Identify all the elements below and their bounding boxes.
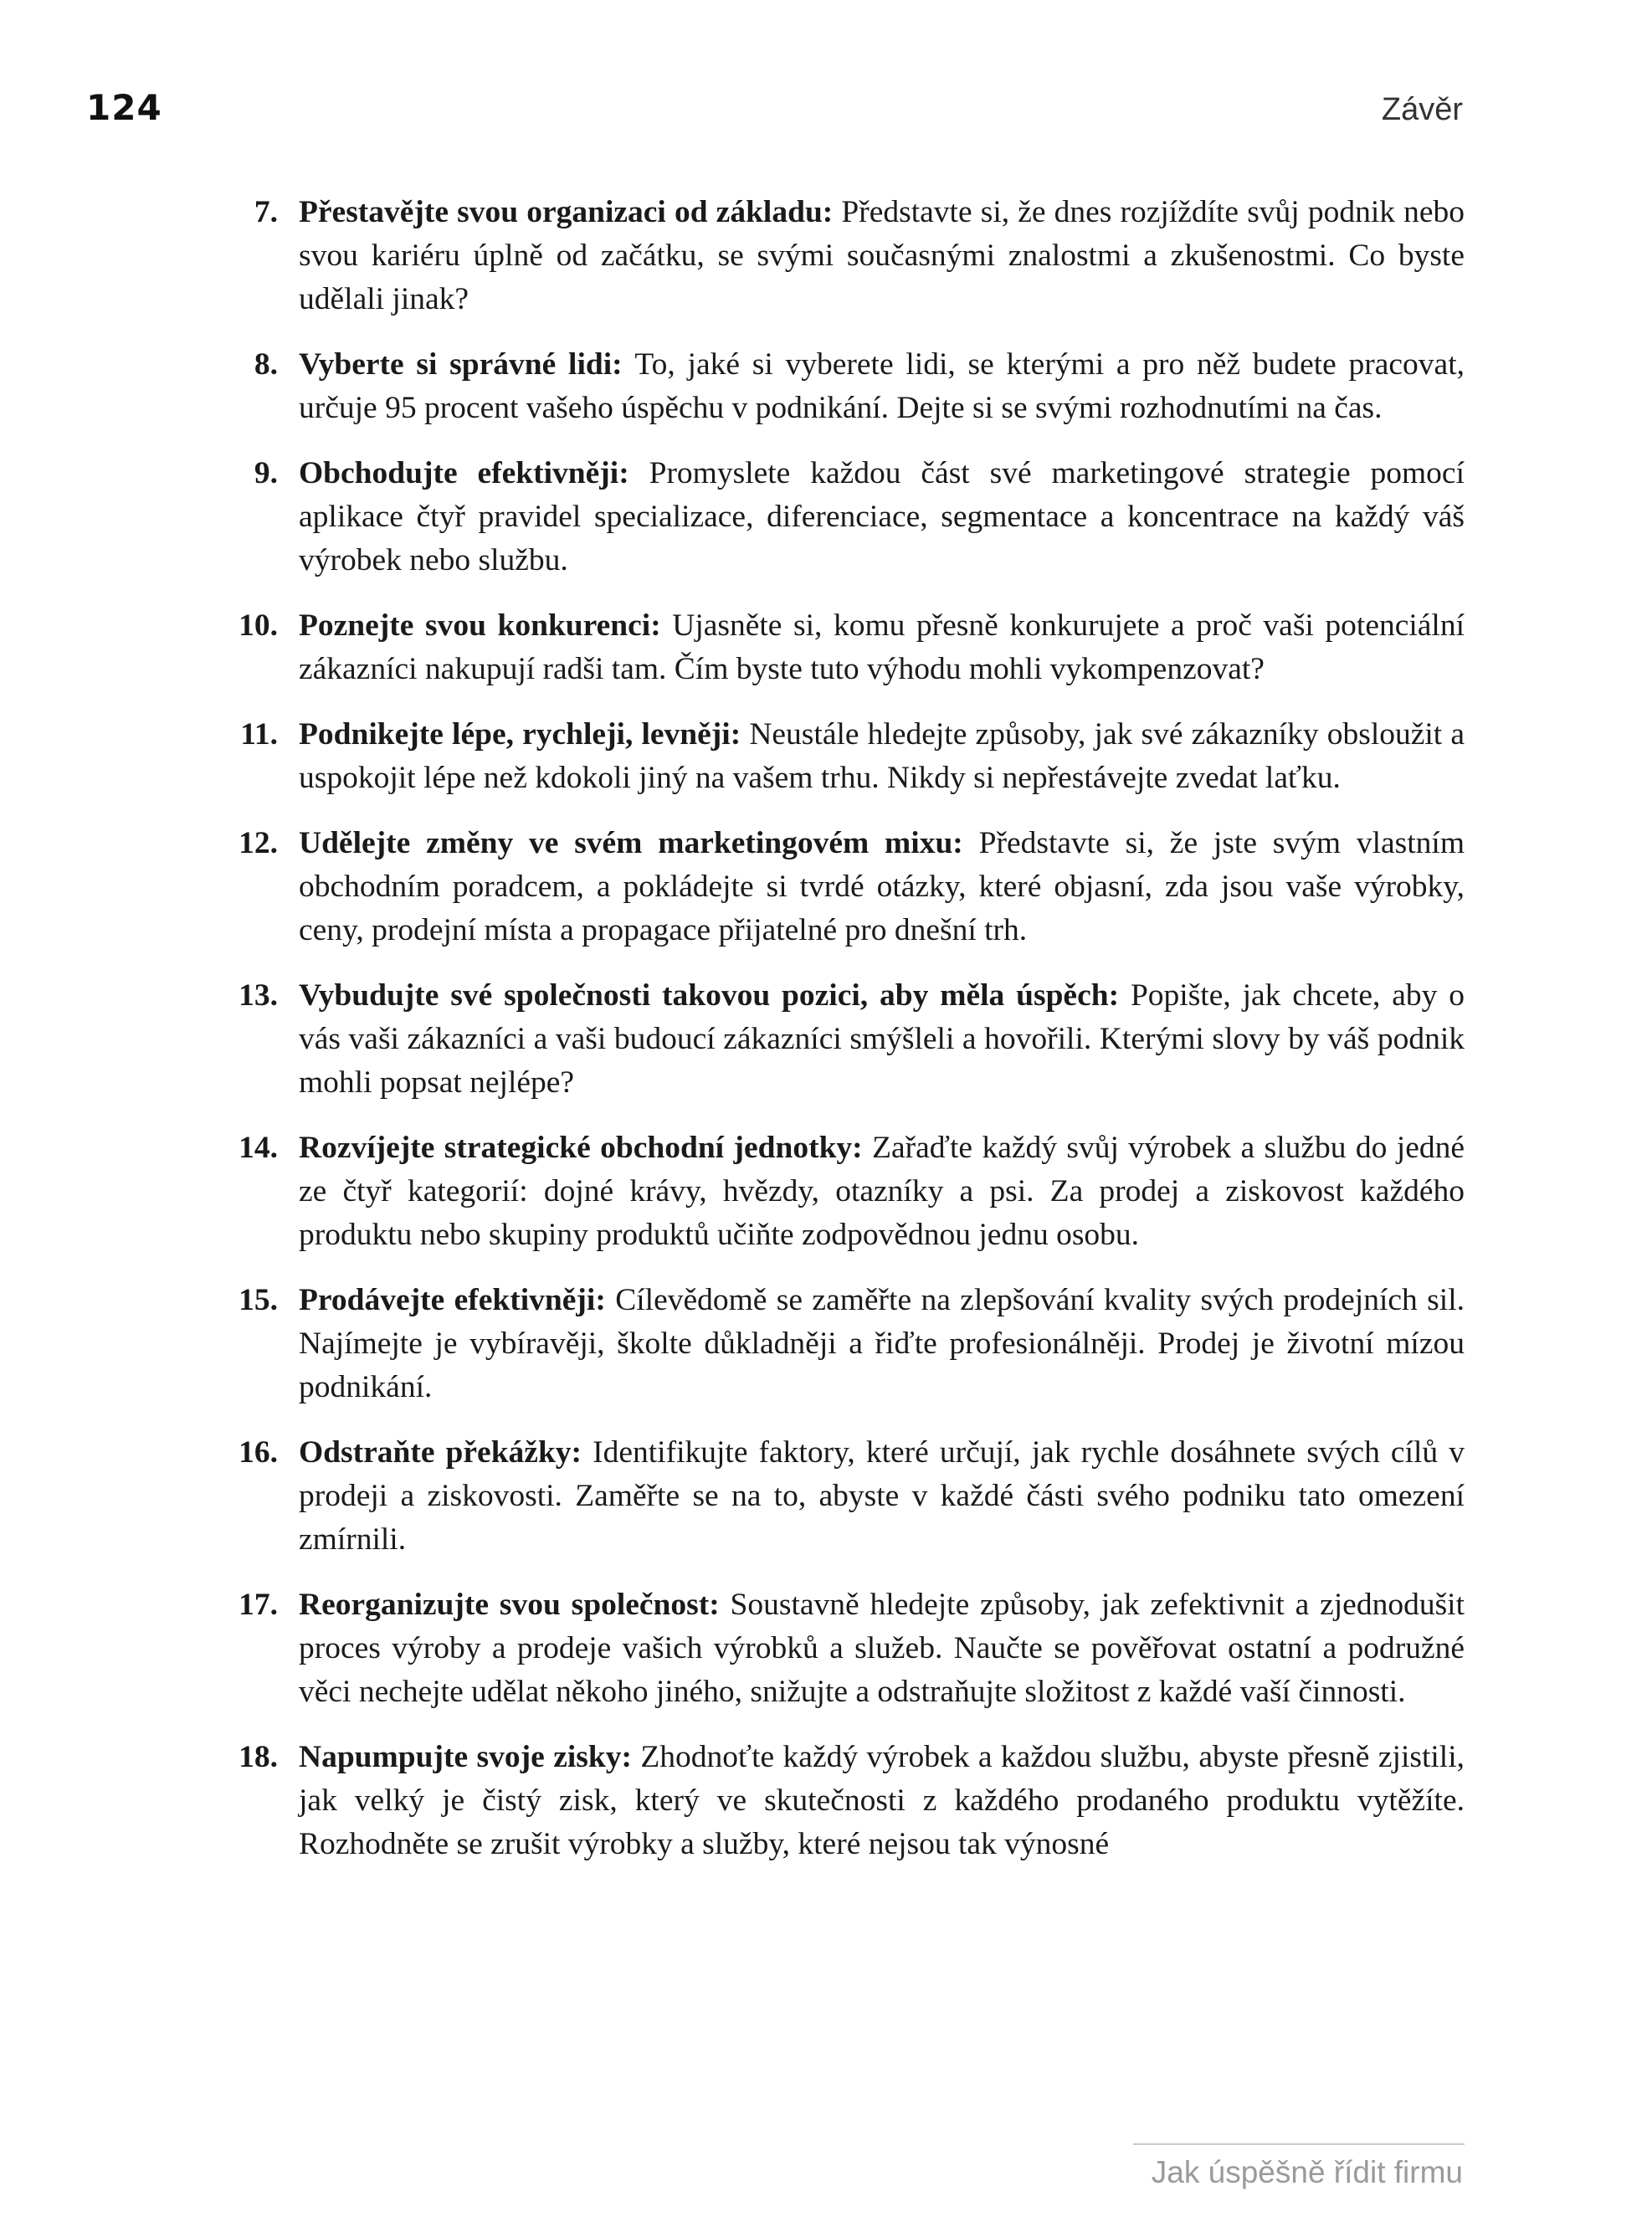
item-title: Odstraňte překážky:: [299, 1435, 593, 1470]
item-text: To, jaké si vyberete lidi, se kterými a pro něž budete pracovat, určuje 95 procent vašeho úspěchu v podnikání. Dejte si se svými rozhodnutími na čas.: [299, 347, 1465, 425]
item-number: 12.: [239, 826, 278, 860]
item-number: 17.: [239, 1588, 278, 1622]
item-title: Vybudujte své společnosti takovou pozici, aby měla úspěch:: [299, 978, 1131, 1013]
list-item: [218, 604, 1465, 691]
item-text: Promyslete každou část své marketingové strategie pomocí aplikace čtyř pravidel specializace, diferenciace, segmentace a koncentrace na každý váš výrobek nebo službu.: [299, 456, 1465, 577]
item-number: 8.: [254, 347, 278, 382]
item-number: 15.: [239, 1283, 278, 1317]
item-text: Identifikujte faktory, které určují, jak rychle dosáhnete svých cílů v prodeji a ziskovosti. Zaměřte se na to, abyste v každé části svého podniku tato omezení zmírnili.: [299, 1435, 1465, 1557]
item-number: 7.: [254, 195, 278, 229]
running-head-chapter: Závěr: [1381, 92, 1463, 127]
item-text: Soustavně hledejte způsoby, jak zefektivnit a zjednodušit proces výroby a prodeje vašich výrobků a služeb. Naučte se pověřovat ostatní a podružné věci nechejte udělat někoho jiného, snižujte a odstraňujte složitost z každé vaší činnosti.: [299, 1588, 1465, 1709]
item-text: Zařaďte každý svůj výrobek a službu do jedné ze čtyř kategorií: dojné krávy, hvězdy, otazníky a psi. Za prodej a ziskovost každého produktu nebo skupiny produktů učiňte zodpovědnou jednu osobu.: [299, 1131, 1465, 1252]
item-text: Neustále hledejte způsoby, jak své zákazníky obsloužit a uspokojit lépe než kdokoli jiný na vašem trhu. Nikdy si nepřestávejte zvedat laťku.: [299, 717, 1465, 795]
item-number: 11.: [240, 717, 278, 752]
item-title: Přestavějte svou organizaci od základu:: [299, 195, 842, 229]
item-number: 18.: [239, 1740, 278, 1774]
item-text: Zhodnoťte každý výrobek a každou službu, abyste přesně zjistili, jak velký je čistý zisk, který ve skutečnosti z každého prodaného produktu vytěžíte. Rozhodněte se zrušit výrobky a služby, které nejsou tak výnosné: [299, 1740, 1465, 1861]
item-text: Ujasněte si, komu přesně konkurujete a proč vaši potenciální zákazníci nakupují radši tam. Čím byste tuto výhodu mohli vykompenzovat?: [299, 608, 1465, 686]
item-text: Představte si, že dnes rozjíždíte svůj podnik nebo svou kariéru úplně od začátku, se svými současnými znalostmi a zkušenostmi. Co byste udělali jinak?: [299, 195, 1465, 316]
list-item: [218, 1126, 1465, 1257]
numbered-list: [218, 191, 1465, 1888]
list-item: [218, 1583, 1465, 1714]
item-text: Popište, jak chcete, aby o vás vaši zákazníci a vaši budoucí zákazníci smýšleli a hovořili. Kterými slovy by váš podnik mohli popsat nejlépe?: [299, 978, 1465, 1100]
footer-divider: [1133, 2143, 1465, 2145]
item-text: Cílevědomě se zaměřte na zlepšování kvality svých prodejních sil. Najímejte je vybíravěji, školte důkladněji a řiďte profesionálněji. Prodej je životní mízou podnikání.: [299, 1283, 1465, 1404]
item-title: Udělejte změny ve svém marketingovém mixu:: [299, 826, 979, 860]
item-title: Napumpujte svoje zisky:: [299, 1740, 641, 1774]
item-title: Reorganizujte svou společnost:: [299, 1588, 731, 1622]
item-number: 10.: [239, 608, 278, 643]
list-item: [218, 343, 1465, 430]
item-number: 14.: [239, 1131, 278, 1165]
list-item: [218, 822, 1465, 952]
footer-book-title: Jak úspěšně řídit firmu: [1151, 2155, 1463, 2189]
item-title: Rozvíjejte strategické obchodní jednotky:: [299, 1131, 873, 1165]
item-number: 13.: [239, 978, 278, 1013]
item-number: 9.: [254, 456, 278, 490]
list-item: [218, 1736, 1465, 1866]
list-item: [218, 1431, 1465, 1562]
item-title: Podnikejte lépe, rychleji, levněji:: [299, 717, 750, 752]
page-number: 124: [86, 87, 162, 128]
list-item: [218, 452, 1465, 582]
list-item: [218, 713, 1465, 800]
item-text: Představte si, že jste svým vlastním obchodním poradcem, a pokládejte si tvrdé otázky, které objasní, zda jsou vaše výrobky, ceny, prodejní místa a propagace přijatelné pro dnešní trh.: [299, 826, 1465, 947]
item-title: Prodávejte efektivněji:: [299, 1283, 616, 1317]
item-title: Obchodujte efektivněji:: [299, 456, 649, 490]
list-item: [218, 1279, 1465, 1409]
list-item: [218, 191, 1465, 321]
item-number: 16.: [239, 1435, 278, 1470]
item-title: Vyberte si správné lidi:: [299, 347, 635, 382]
list-item: [218, 974, 1465, 1105]
item-title: Poznejte svou konkurenci:: [299, 608, 673, 643]
